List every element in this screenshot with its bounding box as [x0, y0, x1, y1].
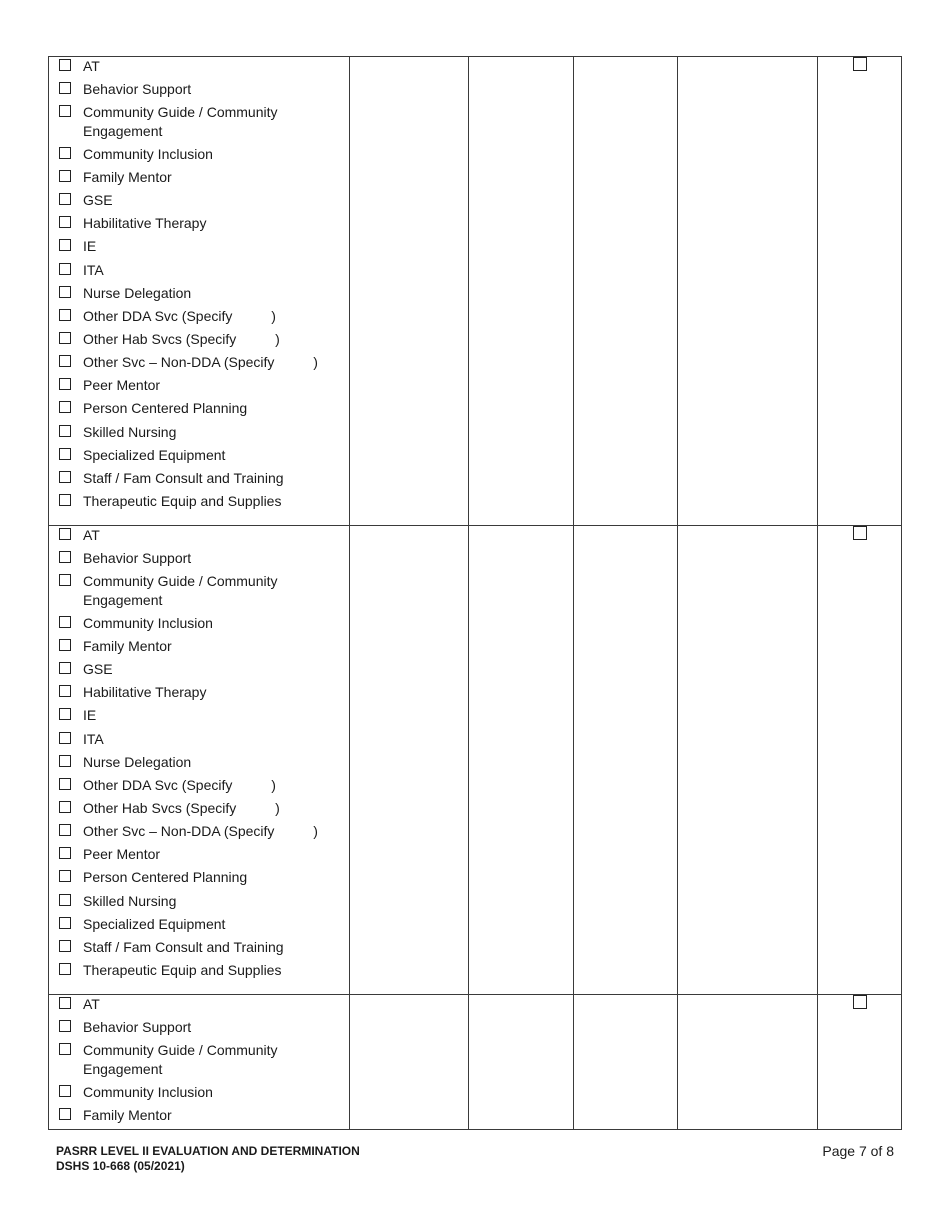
service-checkbox[interactable] — [59, 528, 71, 540]
column-5-cell[interactable] — [678, 57, 818, 526]
column-4-cell[interactable] — [574, 57, 678, 526]
service-option-label: Other Hab Svcs (Specify ) — [83, 800, 280, 817]
service-option-label: Other Svc – Non-DDA (Specify ) — [83, 823, 318, 840]
service-option-label: Staff / Fam Consult and Training — [83, 938, 284, 955]
service-option[interactable] — [49, 730, 349, 749]
service-option[interactable] — [49, 572, 349, 609]
service-option[interactable] — [49, 799, 349, 818]
service-option-label: Other Svc – Non-DDA (Specify ) — [83, 354, 318, 371]
column-3-cell[interactable] — [469, 57, 574, 526]
service-option[interactable] — [49, 1106, 349, 1125]
service-option[interactable] — [49, 868, 349, 887]
service-option[interactable] — [49, 469, 349, 488]
service-option-label: Peer Mentor — [83, 846, 161, 863]
service-option[interactable] — [49, 237, 349, 256]
service-option[interactable] — [49, 261, 349, 280]
service-option-label: Habilitative Therapy — [83, 684, 207, 701]
service-option-label: Other DDA Svc (Specify ) — [83, 776, 276, 793]
service-option[interactable] — [49, 845, 349, 864]
row-check-cell — [818, 995, 902, 1130]
service-option-label: ITA — [83, 261, 104, 278]
service-checkbox[interactable] — [59, 708, 71, 720]
column-4-cell[interactable] — [574, 995, 678, 1130]
service-option[interactable] — [49, 614, 349, 633]
service-option[interactable] — [49, 753, 349, 772]
column-5-cell[interactable] — [678, 995, 818, 1130]
service-option-label: GSE — [83, 661, 113, 678]
service-checkbox[interactable] — [59, 401, 71, 413]
service-option[interactable] — [49, 660, 349, 679]
service-option[interactable] — [49, 1083, 349, 1102]
service-checkbox[interactable] — [59, 239, 71, 251]
service-checkbox[interactable] — [59, 847, 71, 859]
service-option[interactable] — [49, 526, 349, 545]
service-option[interactable] — [49, 330, 349, 349]
column-4-cell[interactable] — [574, 526, 678, 995]
service-option-label: ITA — [83, 730, 104, 747]
service-option[interactable] — [49, 423, 349, 442]
row-checkbox[interactable] — [853, 526, 867, 540]
form-number: DSHS 10-668 (05/2021) — [56, 1159, 185, 1173]
service-option[interactable] — [49, 284, 349, 303]
service-option-label: Peer Mentor — [83, 377, 161, 394]
row-check-cell — [818, 526, 902, 995]
service-checkbox[interactable] — [59, 82, 71, 94]
service-option[interactable] — [49, 446, 349, 465]
row-checkbox[interactable] — [853, 995, 867, 1009]
column-5-cell[interactable] — [678, 526, 818, 995]
service-checkbox[interactable] — [59, 963, 71, 975]
service-checkbox[interactable] — [59, 355, 71, 367]
service-checkbox[interactable] — [59, 1108, 71, 1120]
service-option-label: IE — [83, 707, 97, 724]
service-option-label: Therapeutic Equip and Supplies — [83, 493, 282, 510]
column-2-cell[interactable] — [350, 57, 469, 526]
service-option[interactable] — [49, 57, 349, 76]
service-checkbox[interactable] — [59, 574, 71, 586]
service-row — [49, 995, 902, 1130]
service-option-label: AT — [83, 996, 100, 1012]
service-option-label: Family Mentor — [83, 1107, 172, 1124]
service-option-label: Skilled Nursing — [83, 423, 177, 440]
service-checkbox[interactable] — [59, 940, 71, 952]
service-option[interactable] — [49, 399, 349, 418]
page-number: Page 7 of 8 — [822, 1143, 894, 1159]
service-option-label: Skilled Nursing — [83, 892, 177, 909]
service-option-label: Specialized Equipment — [83, 446, 226, 463]
service-checkbox[interactable] — [59, 216, 71, 228]
service-checkbox[interactable] — [59, 286, 71, 298]
service-checkbox[interactable] — [59, 755, 71, 767]
service-option-label: Community Guide / Community Engagement — [83, 104, 278, 139]
service-checkbox[interactable] — [59, 1020, 71, 1032]
service-option-label: Family Mentor — [83, 638, 172, 655]
service-option-label: Behavior Support — [83, 81, 192, 98]
service-checkbox[interactable] — [59, 263, 71, 275]
service-option-label: Family Mentor — [83, 169, 172, 186]
service-option[interactable] — [49, 80, 349, 99]
service-option[interactable] — [49, 168, 349, 187]
row-checkbox[interactable] — [853, 57, 867, 71]
service-option-label: IE — [83, 238, 97, 255]
column-2-cell[interactable] — [350, 526, 469, 995]
service-option[interactable] — [49, 307, 349, 326]
service-checkbox[interactable] — [59, 1043, 71, 1055]
service-option-label: Community Guide / Community Engagement — [83, 573, 278, 608]
form-title: PASRR LEVEL II EVALUATION AND DETERMINATION — [56, 1144, 360, 1158]
service-option-label: Therapeutic Equip and Supplies — [83, 962, 282, 979]
service-option[interactable] — [49, 145, 349, 164]
service-checkbox[interactable] — [59, 170, 71, 182]
service-checkbox[interactable] — [59, 801, 71, 813]
services-table-body — [49, 57, 902, 1130]
service-option-label: Specialized Equipment — [83, 915, 226, 932]
service-option[interactable] — [49, 822, 349, 841]
service-option[interactable] — [49, 549, 349, 568]
service-checkbox[interactable] — [59, 639, 71, 651]
service-checkbox[interactable] — [59, 448, 71, 460]
service-option-label: AT — [83, 527, 100, 543]
service-option[interactable] — [49, 103, 349, 140]
service-checkbox[interactable] — [59, 778, 71, 790]
service-option[interactable] — [49, 376, 349, 395]
service-checkbox[interactable] — [59, 494, 71, 506]
service-row — [49, 526, 902, 995]
service-option[interactable] — [49, 191, 349, 210]
service-option-label: Behavior Support — [83, 1019, 192, 1036]
service-option[interactable] — [49, 353, 349, 372]
service-checkbox[interactable] — [59, 1085, 71, 1097]
service-option[interactable] — [49, 961, 349, 980]
service-row — [49, 57, 902, 526]
service-checkbox[interactable] — [59, 997, 71, 1009]
service-option[interactable] — [49, 892, 349, 911]
service-checkbox[interactable] — [59, 378, 71, 390]
service-option-label: GSE — [83, 192, 113, 209]
service-option-label: Nurse Delegation — [83, 753, 192, 770]
column-2-cell[interactable] — [350, 995, 469, 1130]
service-option[interactable] — [49, 706, 349, 725]
service-checkbox[interactable] — [59, 616, 71, 628]
service-checkbox[interactable] — [59, 732, 71, 744]
service-checkbox[interactable] — [59, 662, 71, 674]
service-checkbox[interactable] — [59, 824, 71, 836]
service-option[interactable] — [49, 492, 349, 511]
service-option-label: Person Centered Planning — [83, 400, 248, 417]
service-option-label: Nurse Delegation — [83, 284, 192, 301]
service-option-label: AT — [83, 58, 100, 74]
service-list-cell — [49, 995, 350, 1130]
service-option[interactable] — [49, 938, 349, 957]
service-option[interactable] — [49, 637, 349, 656]
service-option-label: Community Inclusion — [83, 1083, 213, 1100]
service-list-cell — [49, 526, 350, 995]
service-option[interactable] — [49, 214, 349, 233]
row-check-cell — [818, 57, 902, 526]
service-option[interactable] — [49, 683, 349, 702]
column-3-cell[interactable] — [469, 526, 574, 995]
service-checkbox[interactable] — [59, 685, 71, 697]
service-option[interactable] — [49, 776, 349, 795]
service-option[interactable] — [49, 1041, 349, 1078]
service-checkbox[interactable] — [59, 147, 71, 159]
services-table — [48, 56, 902, 1130]
service-option[interactable] — [49, 915, 349, 934]
form-footer — [56, 1144, 360, 1174]
service-option-label: Other Hab Svcs (Specify ) — [83, 331, 280, 348]
service-checkbox[interactable] — [59, 193, 71, 205]
service-checkbox[interactable] — [59, 59, 71, 71]
column-3-cell[interactable] — [469, 995, 574, 1130]
service-option-label: Other DDA Svc (Specify ) — [83, 307, 276, 324]
service-checkbox[interactable] — [59, 425, 71, 437]
service-checkbox[interactable] — [59, 870, 71, 882]
service-option-label: Community Inclusion — [83, 145, 213, 162]
service-option[interactable] — [49, 995, 349, 1014]
service-checkbox[interactable] — [59, 894, 71, 906]
service-checkbox[interactable] — [59, 332, 71, 344]
service-checkbox[interactable] — [59, 105, 71, 117]
service-list-cell — [49, 57, 350, 526]
service-checkbox[interactable] — [59, 471, 71, 483]
service-option-label: Staff / Fam Consult and Training — [83, 469, 284, 486]
service-option-label: Community Inclusion — [83, 614, 213, 631]
service-checkbox[interactable] — [59, 309, 71, 321]
service-option[interactable] — [49, 1018, 349, 1037]
service-option-label: Habilitative Therapy — [83, 215, 207, 232]
service-checkbox[interactable] — [59, 917, 71, 929]
service-option-label: Person Centered Planning — [83, 869, 248, 886]
service-option-label: Behavior Support — [83, 550, 192, 567]
service-option-label: Community Guide / Community Engagement — [83, 1042, 278, 1077]
service-checkbox[interactable] — [59, 551, 71, 563]
